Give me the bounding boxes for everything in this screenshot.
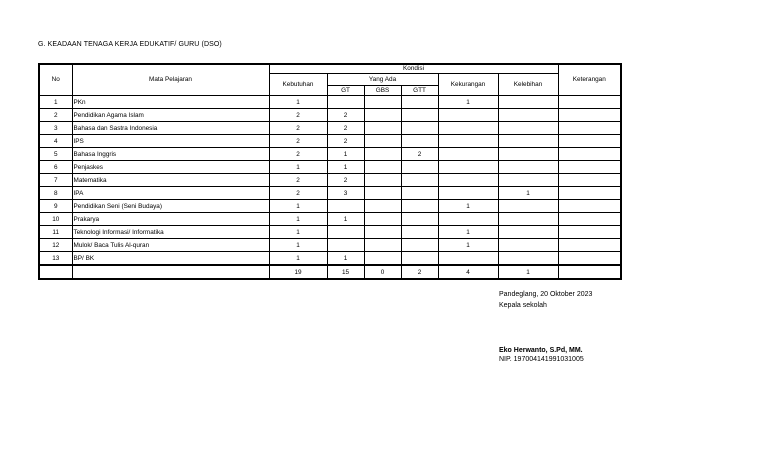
total-excess: 1 [498,265,558,279]
table-row [39,109,621,122]
row-subject: PKn [72,96,269,109]
row-need: 1 [269,200,327,213]
row-notes [558,122,621,135]
row-need: 2 [269,187,327,200]
row-shortage: 1 [438,239,498,252]
row-gtt: 2 [401,148,438,161]
row-excess [498,161,558,174]
row-need: 1 [269,161,327,174]
row-need: 1 [269,239,327,252]
row-gt: 1 [327,213,364,226]
row-need: 2 [269,174,327,187]
header-excess: Kelebihan [498,74,558,96]
row-no: 8 [39,187,72,200]
row-gt: 1 [327,252,364,266]
table-row [39,135,621,148]
row-no: 1 [39,96,72,109]
row-gtt [401,96,438,109]
table-row [39,200,621,213]
row-notes [558,239,621,252]
row-shortage [438,148,498,161]
row-gtt [401,200,438,213]
row-subject: Penjaskes [72,161,269,174]
row-excess [498,96,558,109]
row-shortage [438,174,498,187]
row-shortage [438,213,498,226]
row-gt [327,96,364,109]
table-row [39,213,621,226]
row-no: 11 [39,226,72,239]
row-notes [558,135,621,148]
row-excess [498,109,558,122]
row-subject: Pendidikan Seni (Seni Budaya) [72,200,269,213]
row-gtt [401,226,438,239]
header-notes: Keterangan [558,64,621,96]
row-excess [498,226,558,239]
row-notes [558,161,621,174]
table-row [39,161,621,174]
table-row [39,226,621,239]
row-need: 2 [269,135,327,148]
row-notes [558,226,621,239]
row-gbs [364,252,401,266]
row-gbs [364,174,401,187]
row-gtt [401,135,438,148]
teacher-staff-table [38,63,622,280]
totals-row [39,265,621,279]
row-gbs [364,148,401,161]
table-row [39,148,621,161]
table-row [39,252,621,266]
row-shortage [438,122,498,135]
table-row [39,239,621,252]
row-shortage [438,187,498,200]
row-gtt [401,239,438,252]
row-excess [498,122,558,135]
total-gt: 15 [327,265,364,279]
row-gt: 3 [327,187,364,200]
row-gbs [364,135,401,148]
row-notes [558,213,621,226]
total-no-cell [39,265,72,279]
table-row [39,174,621,187]
header-gbs: GBS [364,86,401,96]
row-no: 7 [39,174,72,187]
row-gt: 1 [327,161,364,174]
row-gt [327,200,364,213]
row-shortage: 1 [438,200,498,213]
document-title: G. KEADAAN TENAGA KERJA EDUKATIF/ GURU (DSO) [38,41,222,48]
header-shortage: Kekurangan [438,74,498,96]
row-notes [558,109,621,122]
row-need: 1 [269,96,327,109]
row-gt: 2 [327,174,364,187]
row-subject: IPA [72,187,269,200]
row-gt [327,226,364,239]
total-shortage: 4 [438,265,498,279]
row-no: 10 [39,213,72,226]
row-gbs [364,161,401,174]
signature-nip: NIP. 197004141991031005 [499,356,584,363]
row-no: 9 [39,200,72,213]
row-subject: Bahasa dan Sastra Indonesia [72,122,269,135]
row-gbs [364,109,401,122]
row-need: 1 [269,213,327,226]
row-shortage [438,252,498,266]
row-gt: 2 [327,109,364,122]
signature-role: Kepala sekolah [499,302,547,309]
table-body [39,96,621,266]
row-gtt [401,122,438,135]
row-notes [558,200,621,213]
row-need: 2 [269,122,327,135]
row-subject: Bahasa Inggris [72,148,269,161]
row-gt: 1 [327,148,364,161]
row-shortage [438,135,498,148]
row-no: 13 [39,252,72,266]
table-row [39,96,621,109]
row-gt: 2 [327,122,364,135]
row-notes [558,187,621,200]
row-gtt [401,109,438,122]
row-notes [558,174,621,187]
row-no: 12 [39,239,72,252]
row-subject: Matematika [72,174,269,187]
row-no: 3 [39,122,72,135]
row-subject: Teknologi Informasi/ Informatika [72,226,269,239]
row-gtt [401,252,438,266]
row-gtt [401,161,438,174]
row-subject: Pendidikan Agama Islam [72,109,269,122]
total-need: 19 [269,265,327,279]
row-gtt [401,187,438,200]
row-gt: 2 [327,135,364,148]
header-gt: GT [327,86,364,96]
row-shortage: 1 [438,96,498,109]
row-gt [327,239,364,252]
row-need: 2 [269,148,327,161]
row-gbs [364,213,401,226]
row-gbs [364,96,401,109]
row-subject: Prakarya [72,213,269,226]
row-subject: IPS [72,135,269,148]
row-excess [498,174,558,187]
signature-name: Eko Herwanto, S.Pd, MM. [499,347,583,354]
table-row [39,187,621,200]
row-excess [498,239,558,252]
row-excess [498,252,558,266]
row-subject: BP/ BK [72,252,269,266]
total-gbs: 0 [364,265,401,279]
row-need: 1 [269,252,327,266]
row-shortage [438,109,498,122]
header-gtt: GTT [401,86,438,96]
row-excess [498,200,558,213]
header-available: Yang Ada [327,74,438,86]
row-notes [558,96,621,109]
row-no: 5 [39,148,72,161]
row-no: 4 [39,135,72,148]
row-gtt [401,174,438,187]
row-need: 1 [269,226,327,239]
row-no: 6 [39,161,72,174]
row-excess: 1 [498,187,558,200]
row-excess [498,135,558,148]
row-gbs [364,226,401,239]
row-gbs [364,200,401,213]
row-shortage: 1 [438,226,498,239]
row-gbs [364,187,401,200]
header-need: Kebutuhan [269,74,327,96]
row-notes [558,148,621,161]
signature-place-date: Pandeglang, 20 Oktober 2023 [499,291,593,298]
row-no: 2 [39,109,72,122]
row-gtt [401,213,438,226]
row-shortage [438,161,498,174]
row-notes [558,252,621,266]
header-no: No [39,64,72,96]
row-excess [498,148,558,161]
row-need: 2 [269,109,327,122]
total-notes-cell [558,265,621,279]
row-excess [498,213,558,226]
header-condition: Kondisi [269,64,558,74]
total-gtt: 2 [401,265,438,279]
row-subject: Mulok/ Baca Tulis Al-quran [72,239,269,252]
header-subject: Mata Pelajaran [72,64,269,96]
row-gbs [364,239,401,252]
total-subject-cell [72,265,269,279]
table-row [39,122,621,135]
row-gbs [364,122,401,135]
